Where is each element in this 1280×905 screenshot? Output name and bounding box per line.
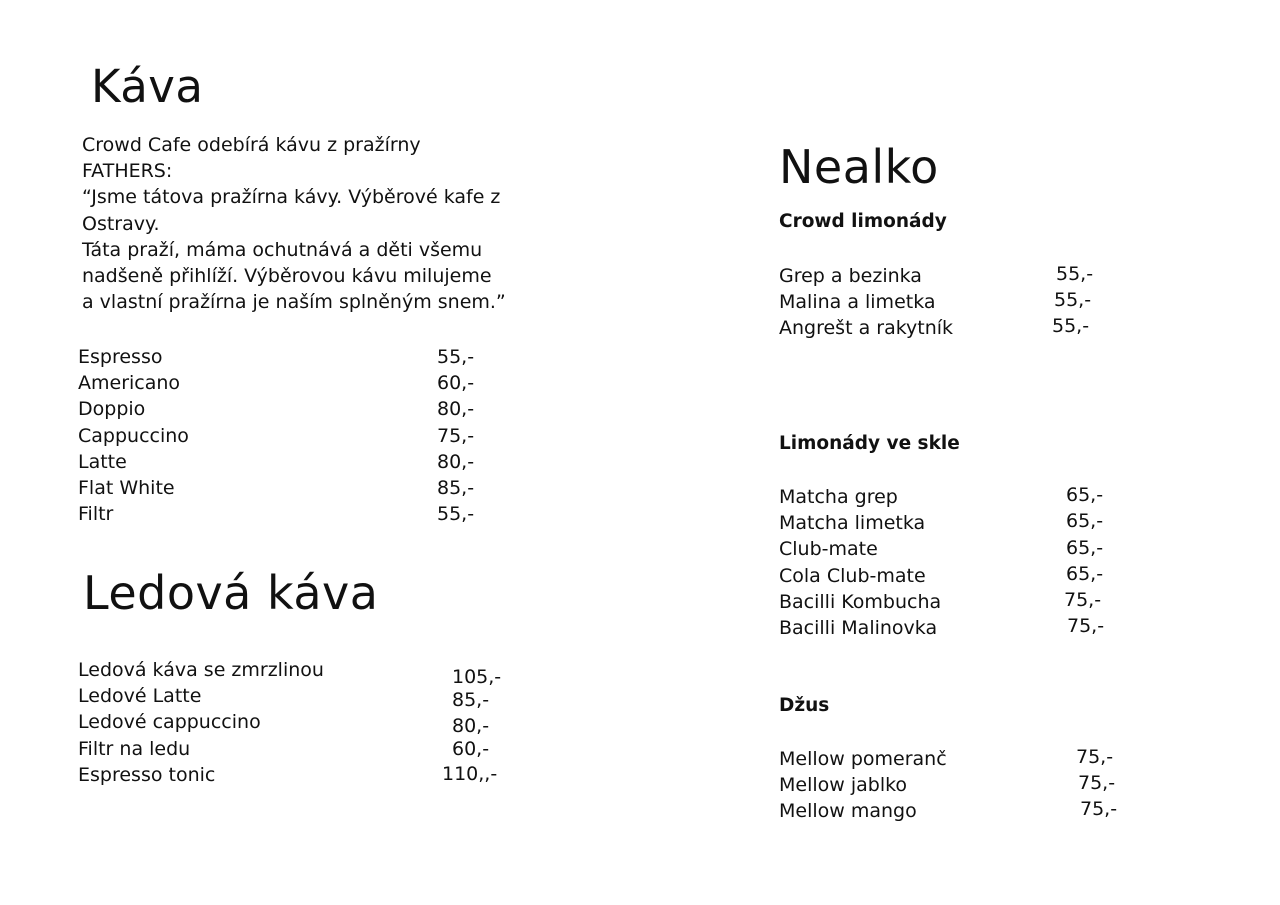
menu-item-price: 85,-	[437, 477, 475, 500]
menu-item-name: Filtr	[78, 503, 114, 526]
intro-line: “Jsme tátova pražírna kávy. Výběrové kafe z	[82, 186, 501, 209]
kava-intro-text	[82, 132, 506, 315]
menu-item-name: Matcha grep	[779, 486, 898, 508]
menu-item-price: 75,-	[1067, 615, 1105, 637]
subsection-title-limonady-ve-skle: Limonády ve skle	[779, 433, 960, 454]
menu-item-price: 60,-	[452, 738, 490, 760]
menu-item-name: Grep a bezinka	[779, 265, 922, 287]
section-title-kava: Káva	[91, 60, 204, 113]
intro-line: nadšeně přihlíží. Výběrovou kávu milujeme	[82, 265, 492, 288]
menu-item-price: 80,-	[452, 715, 490, 737]
menu-item-price: 65,-	[1066, 563, 1104, 585]
menu-item-name: Club-mate	[779, 538, 878, 561]
menu-item-name: Mellow pomeranč	[779, 748, 947, 770]
menu-item-name: Doppio	[78, 398, 146, 421]
menu-item-price: 110,,-	[442, 763, 498, 785]
menu-item-price: 60,-	[437, 372, 475, 395]
menu-item-price: 55,-	[1052, 315, 1090, 337]
intro-line: Ostravy.	[82, 212, 160, 235]
kava-item-prices	[437, 344, 474, 527]
menu-item-price: 55,-	[437, 503, 475, 526]
menu-item-name: Malina a limetka	[779, 291, 936, 314]
menu-item-name: Espresso	[78, 346, 163, 368]
intro-line: FATHERS:	[82, 160, 173, 183]
menu-item-price: 75,-	[1076, 746, 1114, 768]
menu-item-price: 75,-	[1064, 589, 1102, 611]
menu-item-name: Flat White	[78, 477, 175, 500]
intro-line: Táta praží, máma ochutnává a děti všemu	[82, 238, 483, 261]
menu-item-price: 55,-	[1054, 289, 1092, 311]
menu-item-name: Americano	[78, 372, 181, 395]
menu-item-name: Espresso tonic	[78, 763, 216, 786]
subsection-title-dzus: Džus	[779, 695, 830, 716]
limonady-ve-skle-item-names	[779, 484, 941, 641]
menu-item-name: Ledové cappuccino	[78, 711, 261, 734]
menu-item-name: Matcha limetka	[779, 512, 926, 535]
menu-item-name: Bacilli Kombucha	[779, 590, 942, 613]
menu-item-name: Ledová káva se zmrzlinou	[78, 659, 324, 681]
menu-item-price: 75,-	[1080, 798, 1118, 820]
menu-item-price: 65,-	[1066, 510, 1104, 532]
menu-item-name: Cola Club-mate	[779, 564, 926, 587]
menu-item-price: 55,-	[1056, 263, 1094, 285]
menu-item-price: 80,-	[437, 450, 475, 473]
menu-item-price: 85,-	[452, 689, 490, 711]
ledova-kava-item-names	[78, 657, 324, 788]
section-title-nealko: Nealko	[779, 140, 939, 194]
menu-item-name: Bacilli Malinovka	[779, 617, 938, 640]
menu-item-price: 105,-	[452, 666, 502, 688]
dzus-item-names	[779, 746, 947, 825]
menu-item-price: 65,-	[1066, 537, 1104, 559]
crowd-limonady-item-names	[779, 263, 953, 342]
subsection-title-crowd-limonady: Crowd limonády	[779, 211, 947, 232]
section-title-ledova-kava: Ledová káva	[83, 566, 379, 620]
intro-line: a vlastní pražírna je naším splněným snem.”	[82, 291, 506, 314]
menu-item-price: 80,-	[437, 398, 475, 421]
menu-item-price: 75,-	[1078, 772, 1116, 794]
menu-item-price: 65,-	[1066, 484, 1104, 506]
intro-line: Crowd Cafe odebírá kávu z pražírny	[82, 134, 421, 156]
menu-item-name: Filtr na ledu	[78, 737, 191, 760]
menu-item-name: Ledové Latte	[78, 685, 202, 708]
menu-item-name: Cappuccino	[78, 424, 189, 447]
menu-item-name: Angrešt a rakytník	[779, 317, 954, 340]
kava-item-names	[78, 344, 189, 527]
menu-item-name: Latte	[78, 450, 127, 473]
menu-item-name: Mellow mango	[779, 800, 917, 823]
menu-item-price: 55,-	[437, 346, 475, 368]
menu-item-name: Mellow jablko	[779, 774, 908, 797]
menu-item-price: 75,-	[437, 424, 475, 447]
